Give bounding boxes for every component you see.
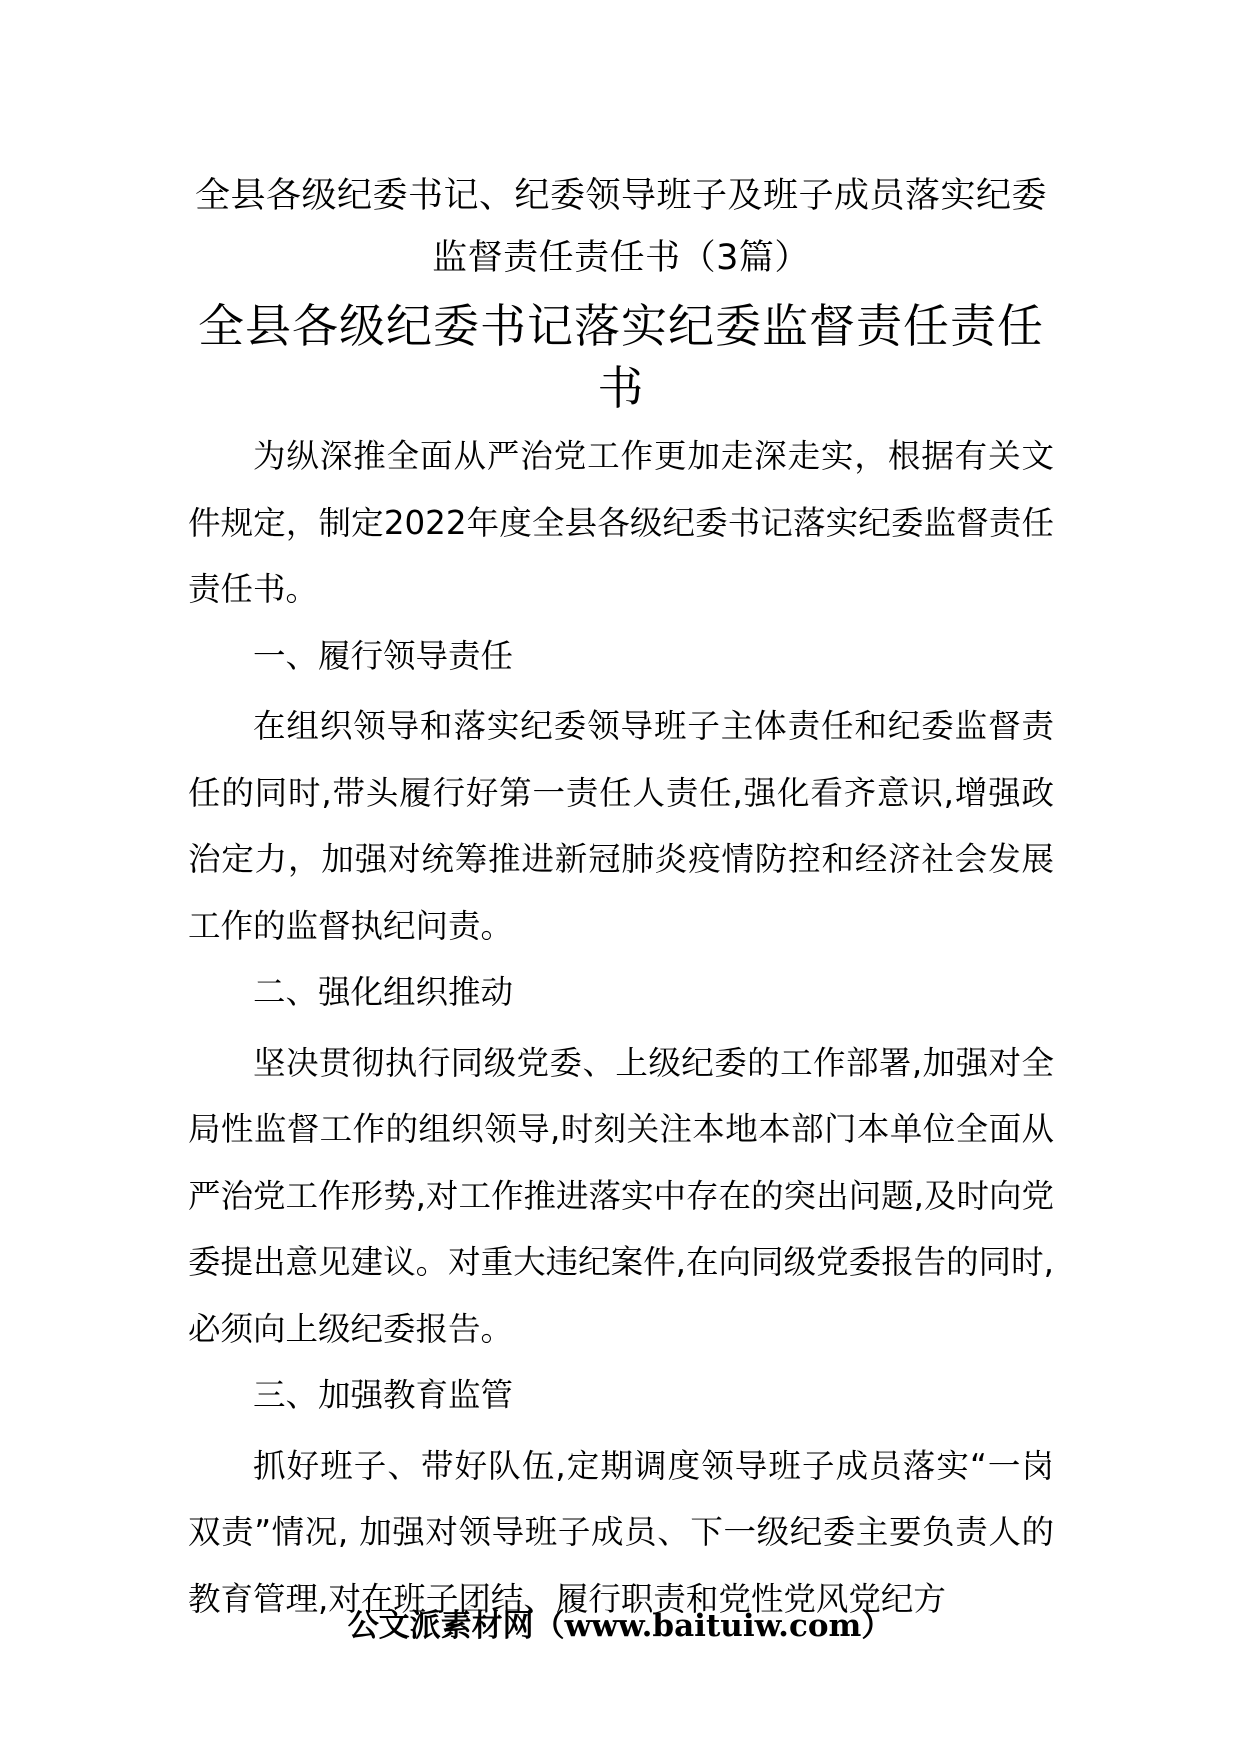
- section-body-2: 坚决贯彻执行同级党委、上级纪委的工作部署,加强对全局性监督工作的组织领导,时刻关注本地本部门本单位全面从严治党工作形势,对工作推进落实中存在的突出问题,及时向党委提出意见建议。对重大违纪案件,在向同级党委报告的同时,必须向上级纪委报告。: [188, 1043, 1054, 1348]
- section-heading-3: 三、加强教育监管: [253, 1376, 514, 1414]
- section-body-3: 抓好班子、带好队伍,定期调度领导班子成员落实“一岗双责”情况, 加强对领导班子成员、下一级纪委主要负责人的教育管理,对在班子团结、履行职责和党性党风党纪方: [188, 1446, 1054, 1618]
- intro-paragraph: 为纵深推全面从严治党工作更加走深走实，根据有关文件规定，制定2022年度全县各级纪委书记落实纪委监督责任责任书。: [188, 437, 1054, 608]
- document-title: 全县各级纪委书记、纪委领导班子及班子成员落实纪委监督责任责任书（3篇）: [194, 176, 1047, 278]
- section-heading-2: 二、强化组织推动: [253, 973, 514, 1011]
- section-heading-1: 一、履行领导责任: [253, 636, 514, 675]
- section-body-1: 在组织领导和落实纪委领导班子主体责任和纪委监督责任的同时,带头履行好第一责任人责任,强化看齐意识,增强政治定力，加强对统筹推进新冠肺炎疫情防控和经济社会发展工作的监督执纪问责。: [188, 707, 1054, 945]
- footer-watermark: 公文派素材网（www.baituiw.com）: [347, 1608, 893, 1644]
- document-heading: 全县各级纪委书记落实纪委监督责任责任书: [198, 299, 1044, 415]
- document-body: [188, 165, 1054, 1632]
